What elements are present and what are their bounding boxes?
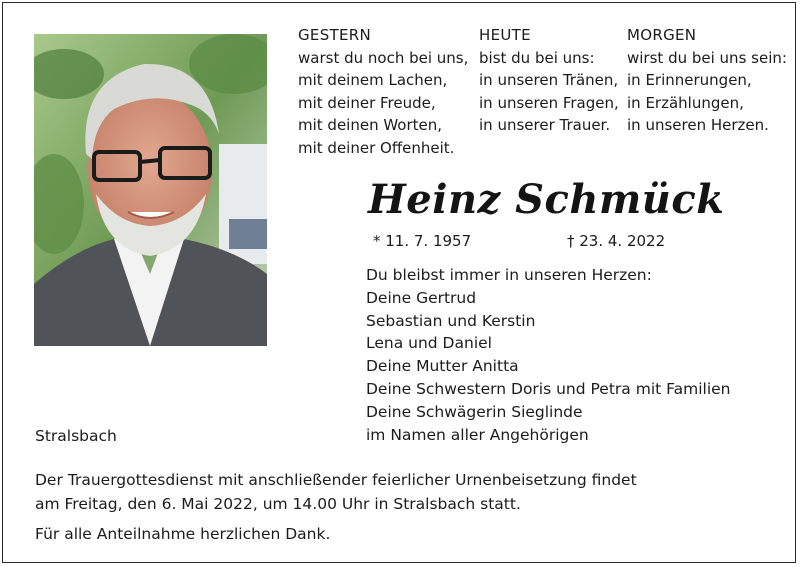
verse-line: in unseren Herzen. (627, 116, 769, 134)
verse-line: in unseren Tränen, (479, 71, 619, 89)
verse-line: mit deinen Worten, (298, 116, 443, 134)
verse-line: bist du bei uns: (479, 48, 595, 67)
verse-line: in unserer Trauer. (479, 116, 611, 134)
verse-gestern-heading: GESTERN (298, 26, 372, 44)
survivor-line: Deine Mutter Anitta (366, 357, 519, 376)
birth-date: * 11. 7. 1957 (373, 232, 472, 250)
death-date: † 23. 4. 2022 (567, 232, 666, 250)
verse-line: wirst du bei uns sein: (627, 48, 787, 67)
survivors-list (366, 264, 731, 446)
thanks-line: Für alle Anteilnahme herzlichen Dank. (35, 525, 331, 543)
verse-line: warst du noch bei uns, (298, 48, 469, 67)
verse-heute-heading: HEUTE (479, 26, 531, 44)
verse-morgen-heading: MORGEN (627, 26, 697, 44)
survivor-line: Du bleibst immer in unseren Herzen: (366, 266, 652, 284)
verse-morgen (627, 24, 787, 137)
survivor-line: Deine Schwägerin Sieglinde (366, 402, 583, 421)
verse-gestern (298, 24, 468, 159)
service-notice-line: Der Trauergottesdienst mit anschließender feierlicher Urnenbeisetzung findet (35, 471, 637, 489)
verse-line: mit deinem Lachen, (298, 71, 448, 89)
place-name: Stralsbach (35, 427, 117, 445)
verse-line: in Erzählungen, (627, 93, 744, 112)
verse-heute (479, 24, 619, 137)
verse-line: mit deiner Freude, (298, 93, 436, 112)
deceased-name: Heinz Schmück (368, 176, 725, 223)
verse-line: in Erinnerungen, (627, 71, 752, 89)
survivor-line: Lena und Daniel (366, 334, 492, 353)
verse-line: mit deiner Offenheit. (298, 138, 455, 157)
service-notice (35, 469, 637, 516)
verse-line: in unseren Fragen, (479, 93, 619, 112)
service-notice-line: am Freitag, den 6. Mai 2022, um 14.00 Uhr in Stralsbach statt. (35, 494, 521, 513)
survivor-line: im Namen aller Angehörigen (366, 425, 589, 444)
survivor-line: Sebastian und Kerstin (366, 311, 536, 330)
survivor-line: Deine Schwestern Doris und Petra mit Familien (366, 379, 731, 398)
portrait-photo (34, 34, 267, 346)
survivor-line: Deine Gertrud (366, 288, 477, 307)
